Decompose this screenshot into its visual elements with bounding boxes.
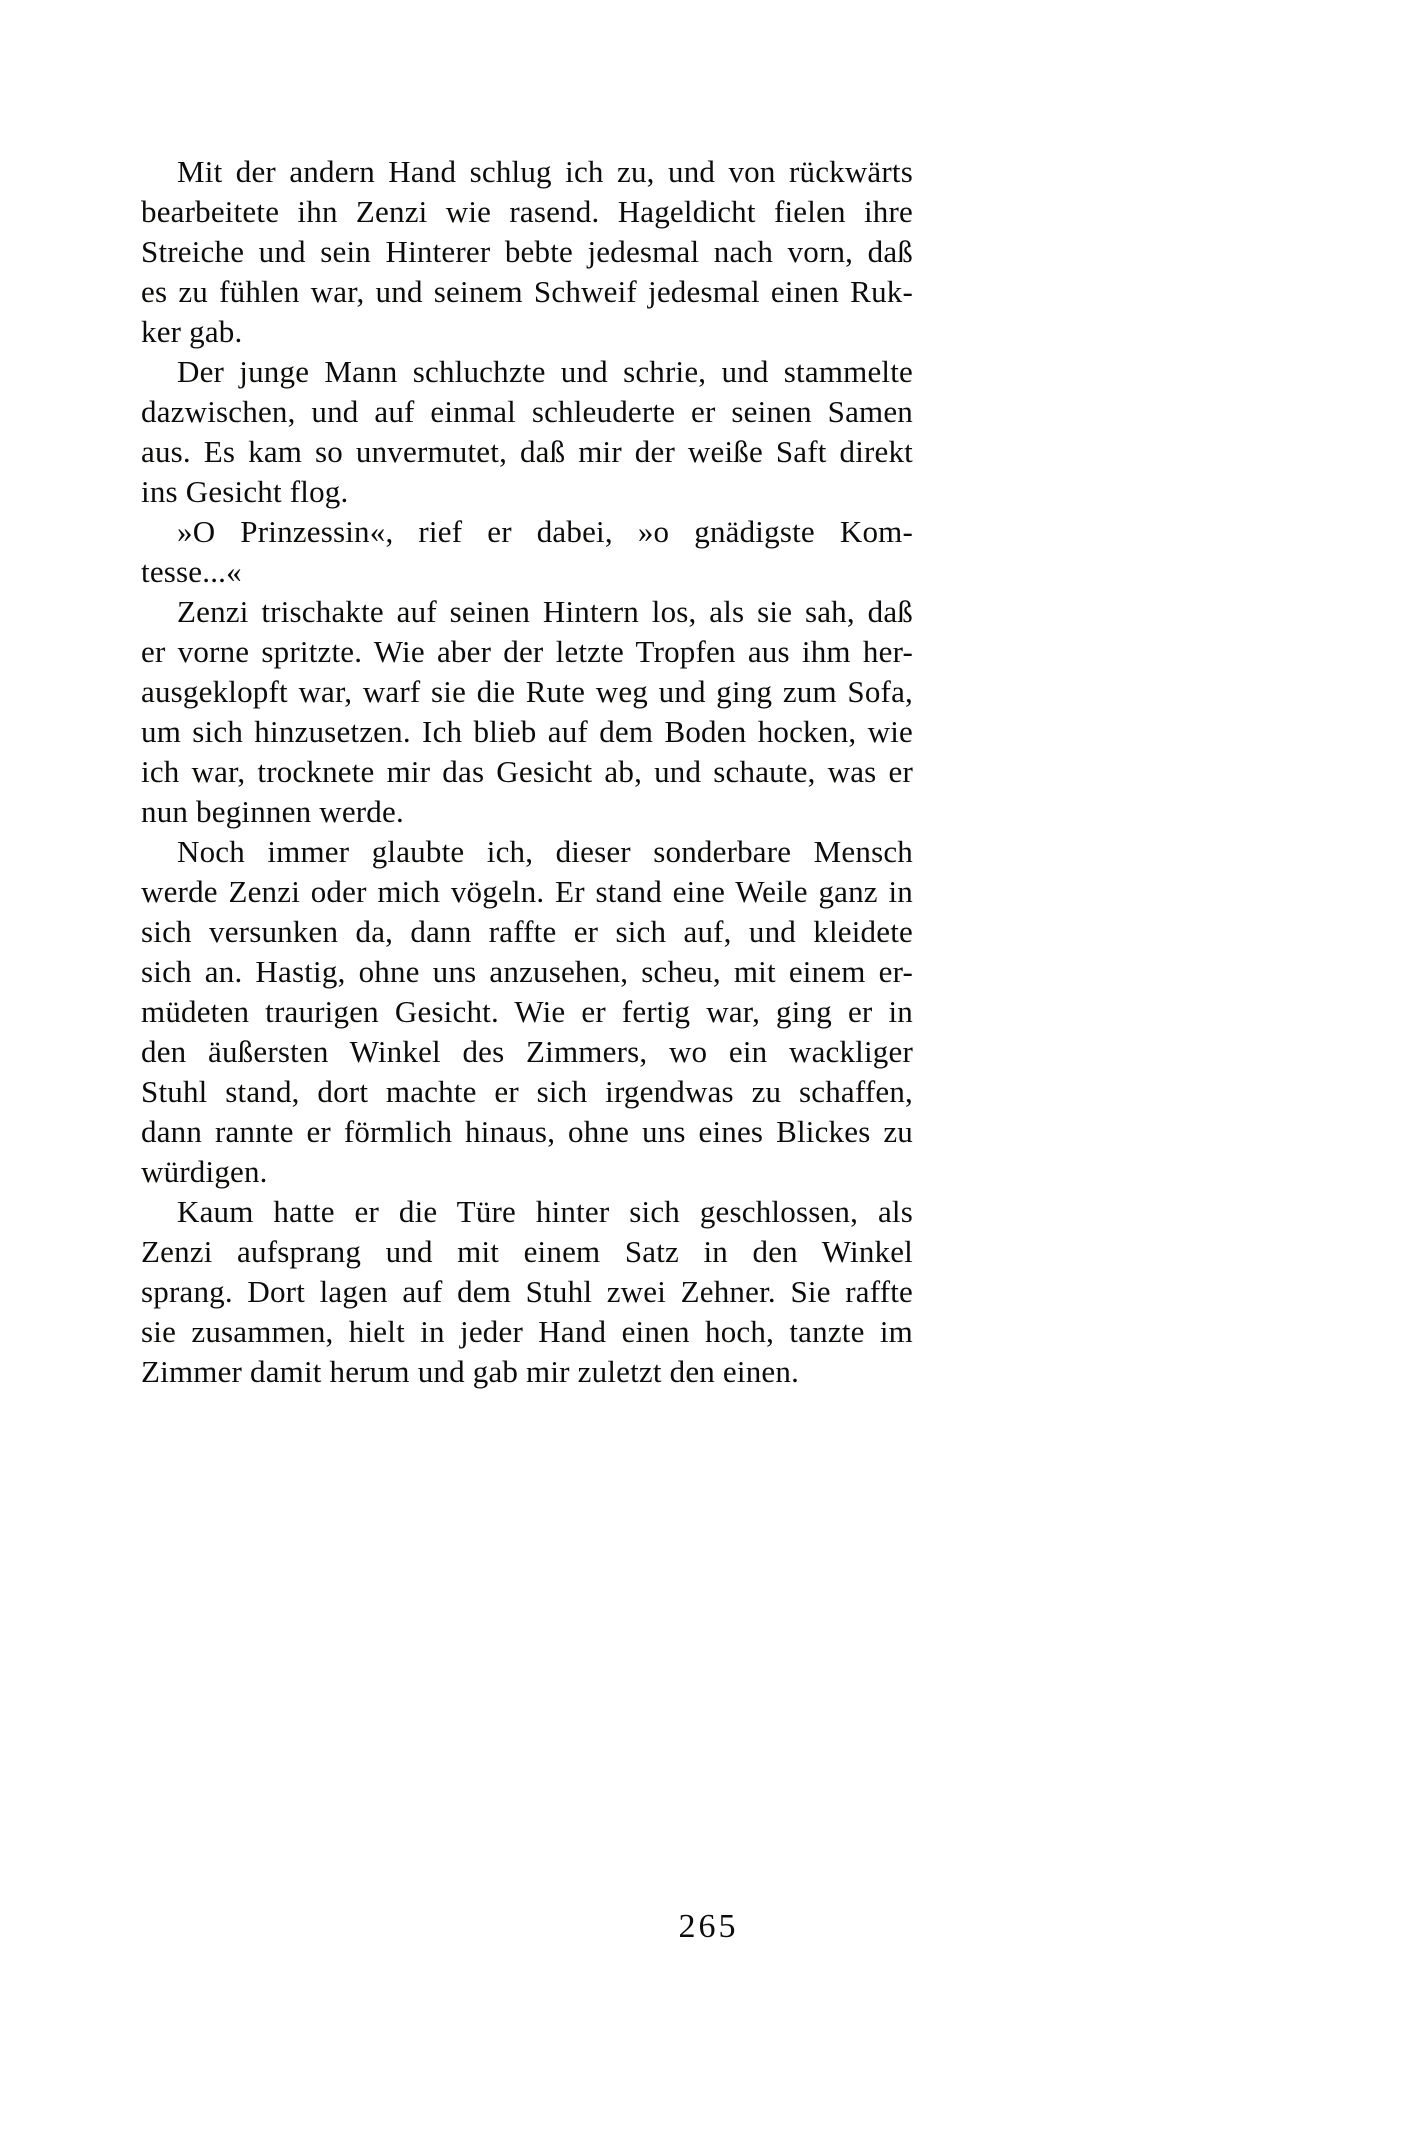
text-line: er vorne spritzte. Wie aber der letzte Tropfen aus ihm her- (141, 634, 913, 669)
text-line: Streiche und sein Hinterer bebte jedesmal nach vorn, daß (141, 234, 913, 269)
text-line: würdigen. (141, 1154, 268, 1189)
text-line: Zimmer damit herum und gab mir zuletzt den einen. (141, 1354, 800, 1389)
text-line: nun beginnen werde. (141, 794, 404, 829)
text-line: Mit der andern Hand schlug ich zu, und von rückwärts (177, 154, 913, 189)
text-line: ins Gesicht flog. (141, 474, 349, 509)
text-line: den äußersten Winkel des Zimmers, wo ein wackliger (141, 1034, 913, 1069)
paragraph (141, 152, 913, 352)
text-line: sie zusammen, hielt in jeder Hand einen hoch, tanzte im (141, 1314, 913, 1349)
text-line: dazwischen, und auf einmal schleuderte er seinen Samen (141, 394, 913, 429)
paragraph (141, 592, 913, 832)
text-line: Zenzi aufsprang und mit einem Satz in den Winkel (141, 1234, 913, 1269)
text-line: dann rannte er förmlich hinaus, ohne uns eines Blickes zu (141, 1114, 913, 1149)
text-line: Zenzi trischakte auf seinen Hintern los, als sie sah, daß (177, 594, 913, 629)
text-line: tesse...« (141, 554, 242, 589)
text-line: aus. Es kam so unvermutet, daß mir der weiße Saft direkt (141, 434, 913, 469)
text-line: Noch immer glaubte ich, dieser sonderbare Mensch (177, 834, 913, 869)
text-line: ich war, trocknete mir das Gesicht ab, und schaute, was er (141, 754, 913, 789)
page-number: 265 (678, 1908, 739, 1945)
text-line: sich versunken da, dann raffte er sich auf, und kleidete (141, 914, 913, 949)
text-line: werde Zenzi oder mich vögeln. Er stand eine Weile ganz in (141, 874, 913, 909)
text-line: bearbeitete ihn Zenzi wie rasend. Hageldicht fielen ihre (141, 194, 913, 229)
paragraph (141, 1192, 913, 1392)
text-line: um sich hinzusetzen. Ich blieb auf dem Boden hocken, wie (141, 714, 913, 749)
text-line: ausgeklopft war, warf sie die Rute weg und ging zum Sofa, (141, 674, 913, 709)
paragraph (141, 832, 913, 1192)
text-line: müdeten traurigen Gesicht. Wie er fertig war, ging er in (141, 994, 913, 1029)
text-line: Stuhl stand, dort machte er sich irgendwas zu schaffen, (141, 1074, 913, 1109)
text-line: ker gab. (141, 314, 243, 349)
text-line: es zu fühlen war, und seinem Schweif jedesmal einen Ruk- (141, 274, 913, 309)
text-line: sich an. Hastig, ohne uns anzusehen, scheu, mit einem er- (141, 954, 913, 989)
paragraph (141, 512, 913, 592)
text-line: Der junge Mann schluchzte und schrie, und stammelte (177, 354, 913, 389)
text-line: Kaum hatte er die Türe hinter sich geschlossen, als (177, 1194, 913, 1229)
text-line: sprang. Dort lagen auf dem Stuhl zwei Zehner. Sie raffte (141, 1274, 913, 1309)
paragraph (141, 352, 913, 512)
text-line: »O Prinzessin«, rief er dabei, »o gnädigste Kom- (177, 514, 913, 549)
text-block (141, 152, 913, 1392)
